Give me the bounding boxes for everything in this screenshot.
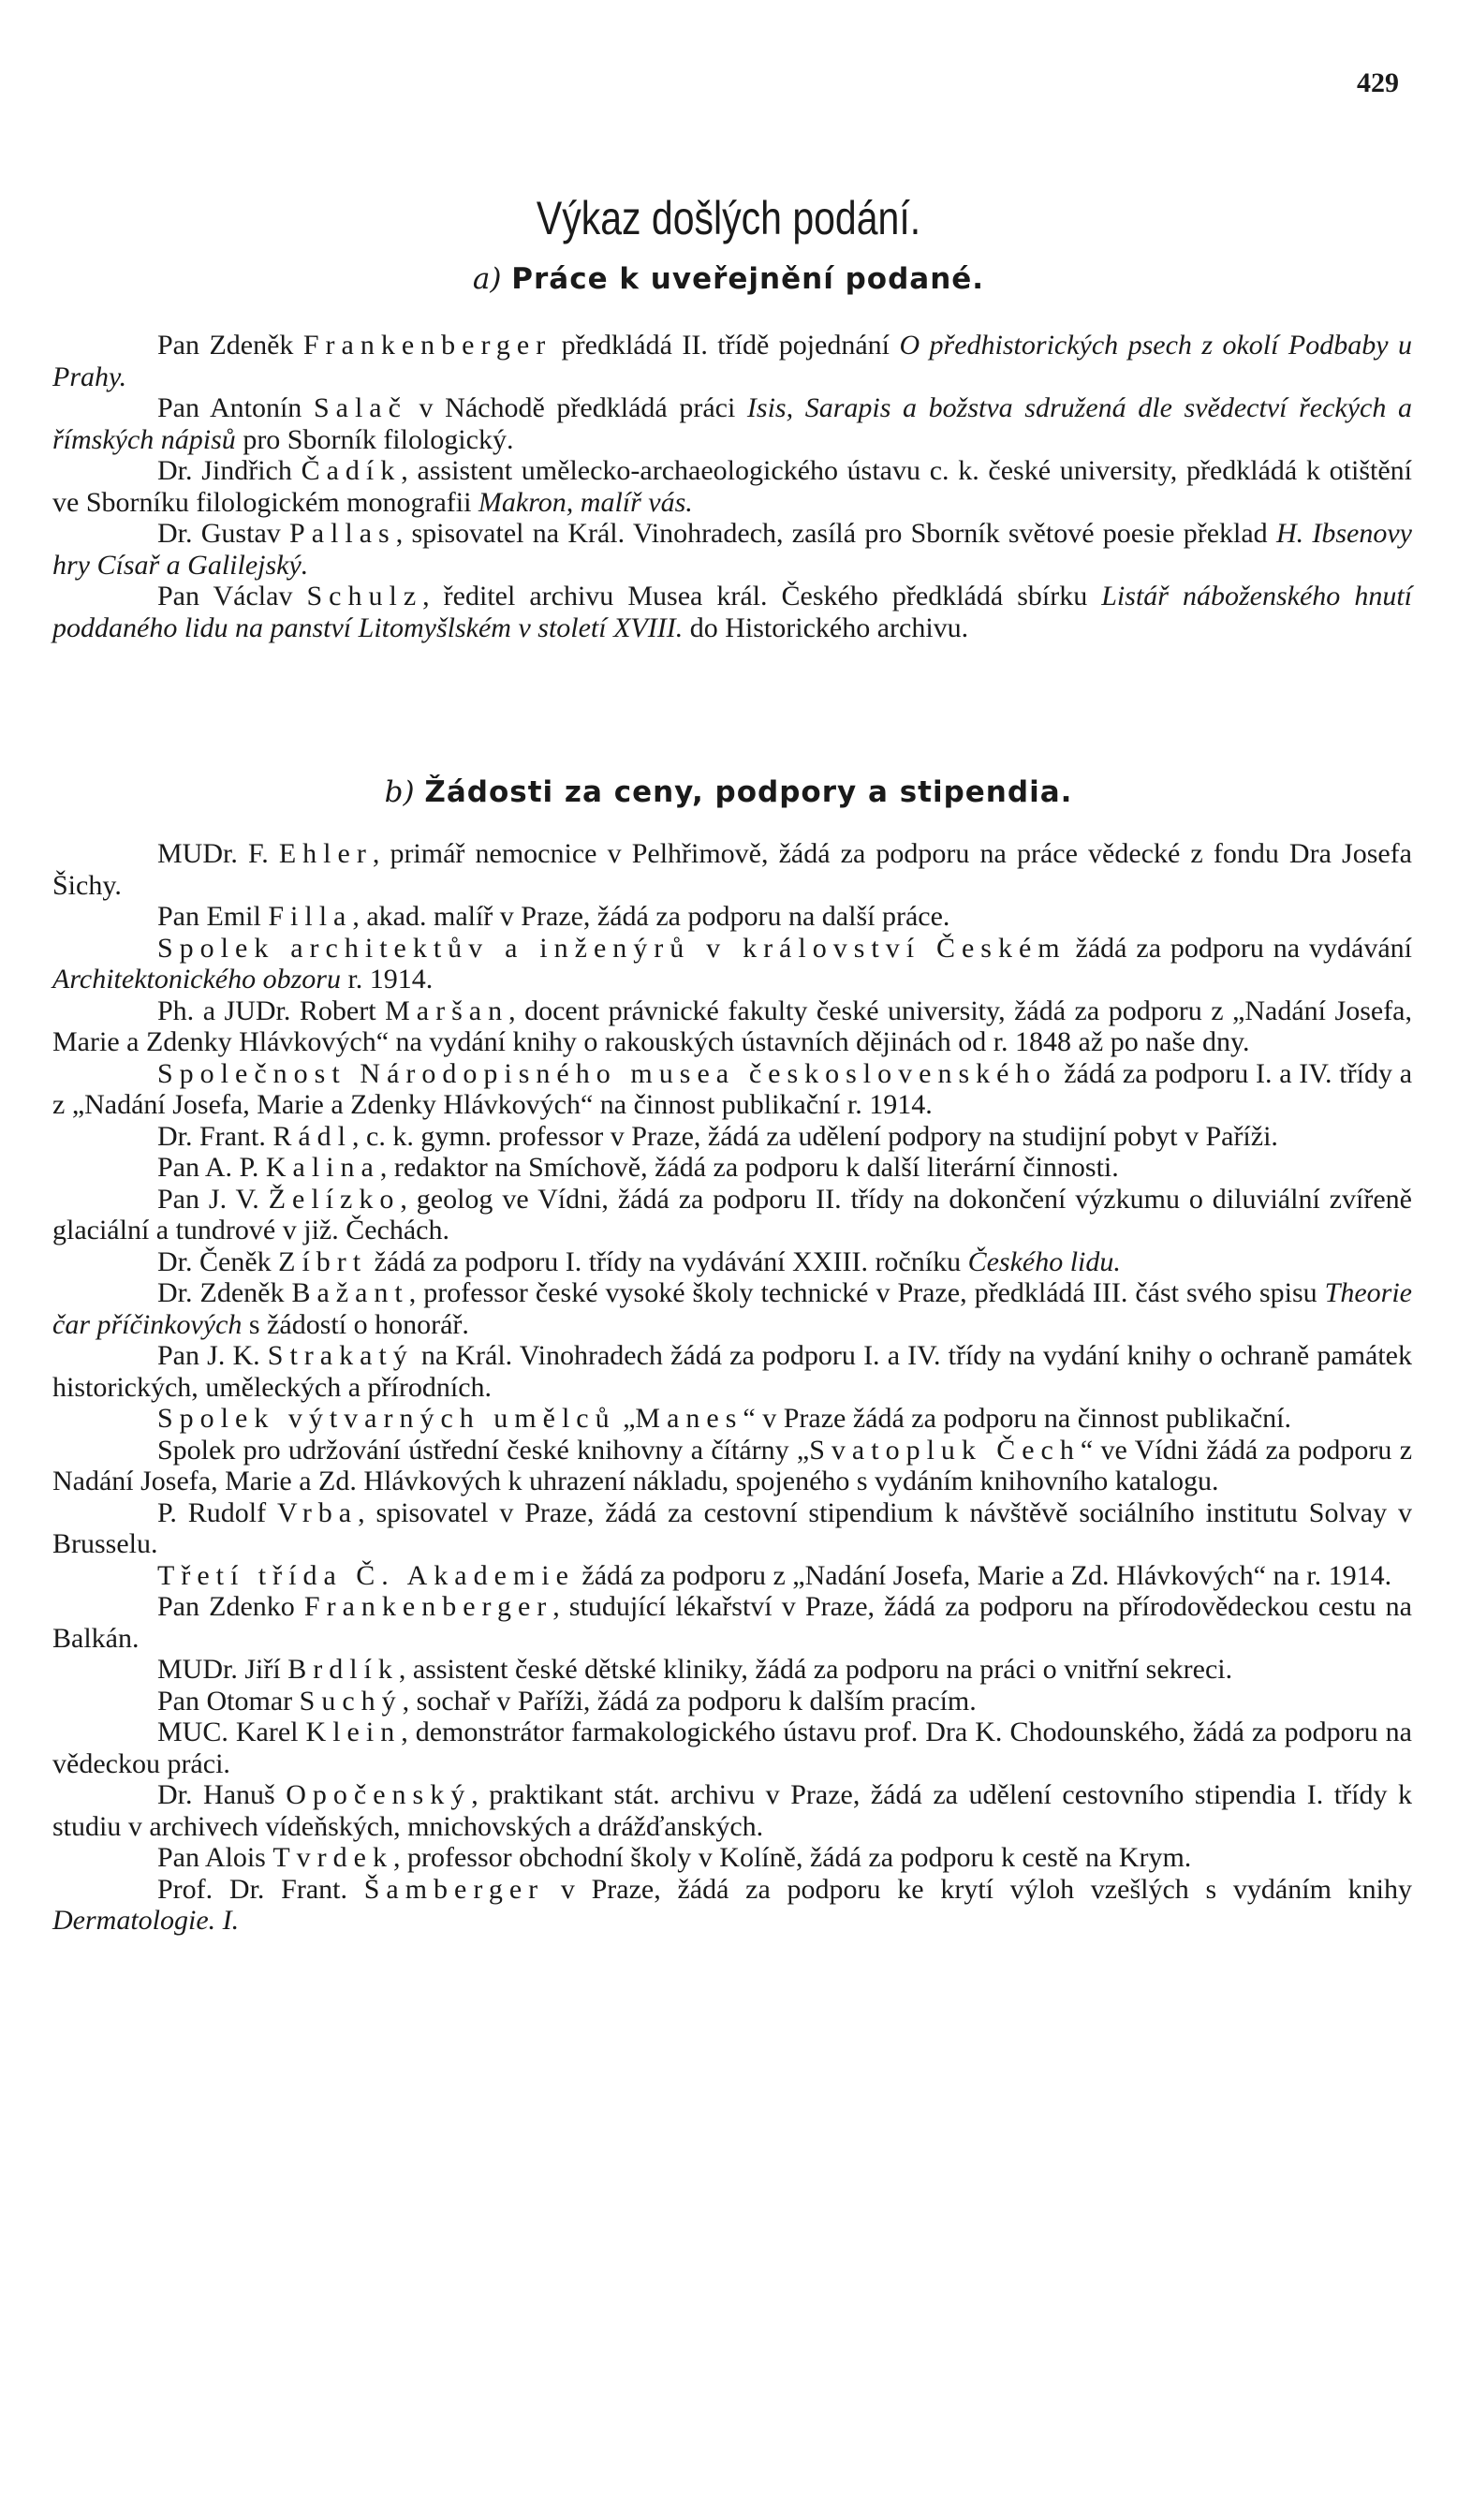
- list-item: MUDr. F. Ehler, primář nemocnice v Pelhřimově, žádá za podporu na práce vědecké z fondu Dra Josefa Šichy.: [52, 838, 1412, 901]
- list-item: Třetí třída Č. Akademie žádá za podporu z „Nadání Josefa, Marie a Zd. Hlávkových“ na r. 1914.: [157, 1559, 1392, 1591]
- list-item: MUDr. Jiří Brdlík, assistent české dětské kliniky, žádá za podporu na práci o vnitřní sekreci.: [157, 1654, 1233, 1685]
- section-b-entries: [52, 838, 1412, 1937]
- list-item: Dr. Frant. Rádl, c. k. gymn. professor v Praze, žádá za udělení podpory na studijní pobyt v Paříži.: [157, 1120, 1278, 1152]
- list-item: Spolek pro udržování ústřední české knihovny a čítárny „Svatopluk Čech“ ve Vídni žádá za podporu z Nadání Josefa, Marie a Zd. Hlávkových k uhrazení nákladu, spojeného s vydáním knihovního katalogu.: [52, 1434, 1413, 1496]
- list-item: Dr. Čeněk Zíbrt žádá za podporu I. třídy na vydávání XXIII. ročníku Českého lidu.: [157, 1245, 1121, 1277]
- page-title: Výkaz došlých podání.: [536, 191, 921, 244]
- list-item: Pan A. P. Kalina, redaktor na Smíchově, žádá za podporu k další literární činnosti.: [157, 1152, 1119, 1183]
- section-b-heading: [0, 775, 1457, 809]
- list-item: P. Rudolf Vrba, spisovatel v Praze, žádá za cestovní stipendium k návštěvě sociálního institutu Solvay v Brusselu.: [52, 1496, 1412, 1559]
- page-number: 429: [1357, 67, 1399, 98]
- list-item: Dr. Jindřich Čadík, assistent umělecko-archaeologického ústavu c. k. české university, předkládá k otištění ve Sborníku filologickém monografii Makron, malíř vás.: [52, 455, 1412, 518]
- section-b-title: Žádosti za ceny, podpory a stipendia.: [424, 775, 1073, 809]
- list-item: Společnost Národopisného musea československého žádá za podporu I. a IV. třídy a z „Nadání Josefa, Marie a Zdenky Hlávkových“ na činnost publikační r. 1914.: [52, 1057, 1413, 1120]
- list-item: Dr. Gustav Pallas, spisovatel na Král. Vinohradech, zasílá pro Sborník světové poesie překlad H. Ibsenovy hry Císař a Galilejský.: [52, 518, 1413, 581]
- section-a-title: Práce k uveřejnění podané.: [511, 262, 985, 296]
- list-item: Pan Václav Schulz, ředitel archivu Musea král. Českého předkládá sbírku Listář náboženského hnutí poddaného lidu na panství Litomyšlském v století XVIII. do Historického archivu.: [52, 581, 1412, 643]
- section-a-heading: [0, 262, 1457, 296]
- list-item: Spolek výtvarných umělců „Manes“ v Praze žádá za podporu na činnost publikační.: [157, 1403, 1292, 1434]
- section-b-letter: b): [384, 775, 415, 809]
- list-item: Pan Zdeněk Frankenberger předkládá II. třídě pojednání O předhistorických psech z okolí Podbaby u Prahy.: [52, 330, 1412, 392]
- list-item: Ph. a JUDr. Robert Maršan, docent právnické fakulty české university, žádá za podporu z „Nadání Josefa, Marie a Zdenky Hlávkových“ na vydání knihy o rakouských ústavních dějinách od r. 1848 až po naše dny.: [52, 995, 1413, 1057]
- list-item: Spolek architektův a inženýrů v království Českém žádá za podporu na vydávání Architektonického obzoru r. 1914.: [52, 932, 1412, 995]
- list-item: MUC. Karel Klein, demonstrátor farmakologického ústavu prof. Dra K. Chodounského, žádá za podporu na vědeckou práci.: [52, 1717, 1412, 1779]
- list-item: Pan Antonín Salač v Náchodě předkládá práci Isis, Sarapis a božstva sdružená dle svědectví řeckých a římských nápisů pro Sborník filologický.: [52, 392, 1412, 455]
- list-item: Pan Zdenko Frankenberger, studující lékařství v Praze, žádá za podporu na přírodovědeckou cestu na Balkán.: [52, 1591, 1412, 1654]
- list-item: Pan Alois Tvrdek, professor obchodní školy v Kolíně, žádá za podporu k cestě na Krym.: [157, 1842, 1192, 1873]
- list-item: Prof. Dr. Frant. Šamberger v Praze, žádá za podporu ke krytí výloh vzešlých s vydáním knihy Dermatologie. I.: [52, 1873, 1412, 1936]
- list-item: Pan Otomar Suchý, sochař v Paříži, žádá za podporu k dalším pracím.: [157, 1685, 977, 1717]
- section-a-letter: a): [472, 262, 502, 296]
- list-item: Dr. Zdeněk Bažant, professor české vysoké školy technické v Praze, předkládá III. část svého spisu Theorie čar příčinkových s žádostí o honorář.: [52, 1277, 1412, 1340]
- list-item: Pan J. K. Strakatý na Král. Vinohradech žádá za podporu I. a IV. třídy na vydání knihy o ochraně památek historických, uměleckých a přírodních.: [52, 1340, 1412, 1403]
- list-item: Dr. Hanuš Opočenský, praktikant stát. archivu v Praze, žádá za udělení cestovního stipendia I. třídy k studiu v archivech vídeňských, mnichovských a drážďanských.: [52, 1779, 1412, 1842]
- list-item: Pan Emil Filla, akad. malíř v Praze, žádá za podporu na další práce.: [157, 901, 950, 932]
- section-a-entries: [52, 330, 1412, 643]
- list-item: Pan J. V. Želízko, geolog ve Vídni, žádá za podporu II. třídy na dokončení výzkumu o diluviální zvířeně glaciální a tundrové v již. Čechách.: [52, 1183, 1412, 1245]
